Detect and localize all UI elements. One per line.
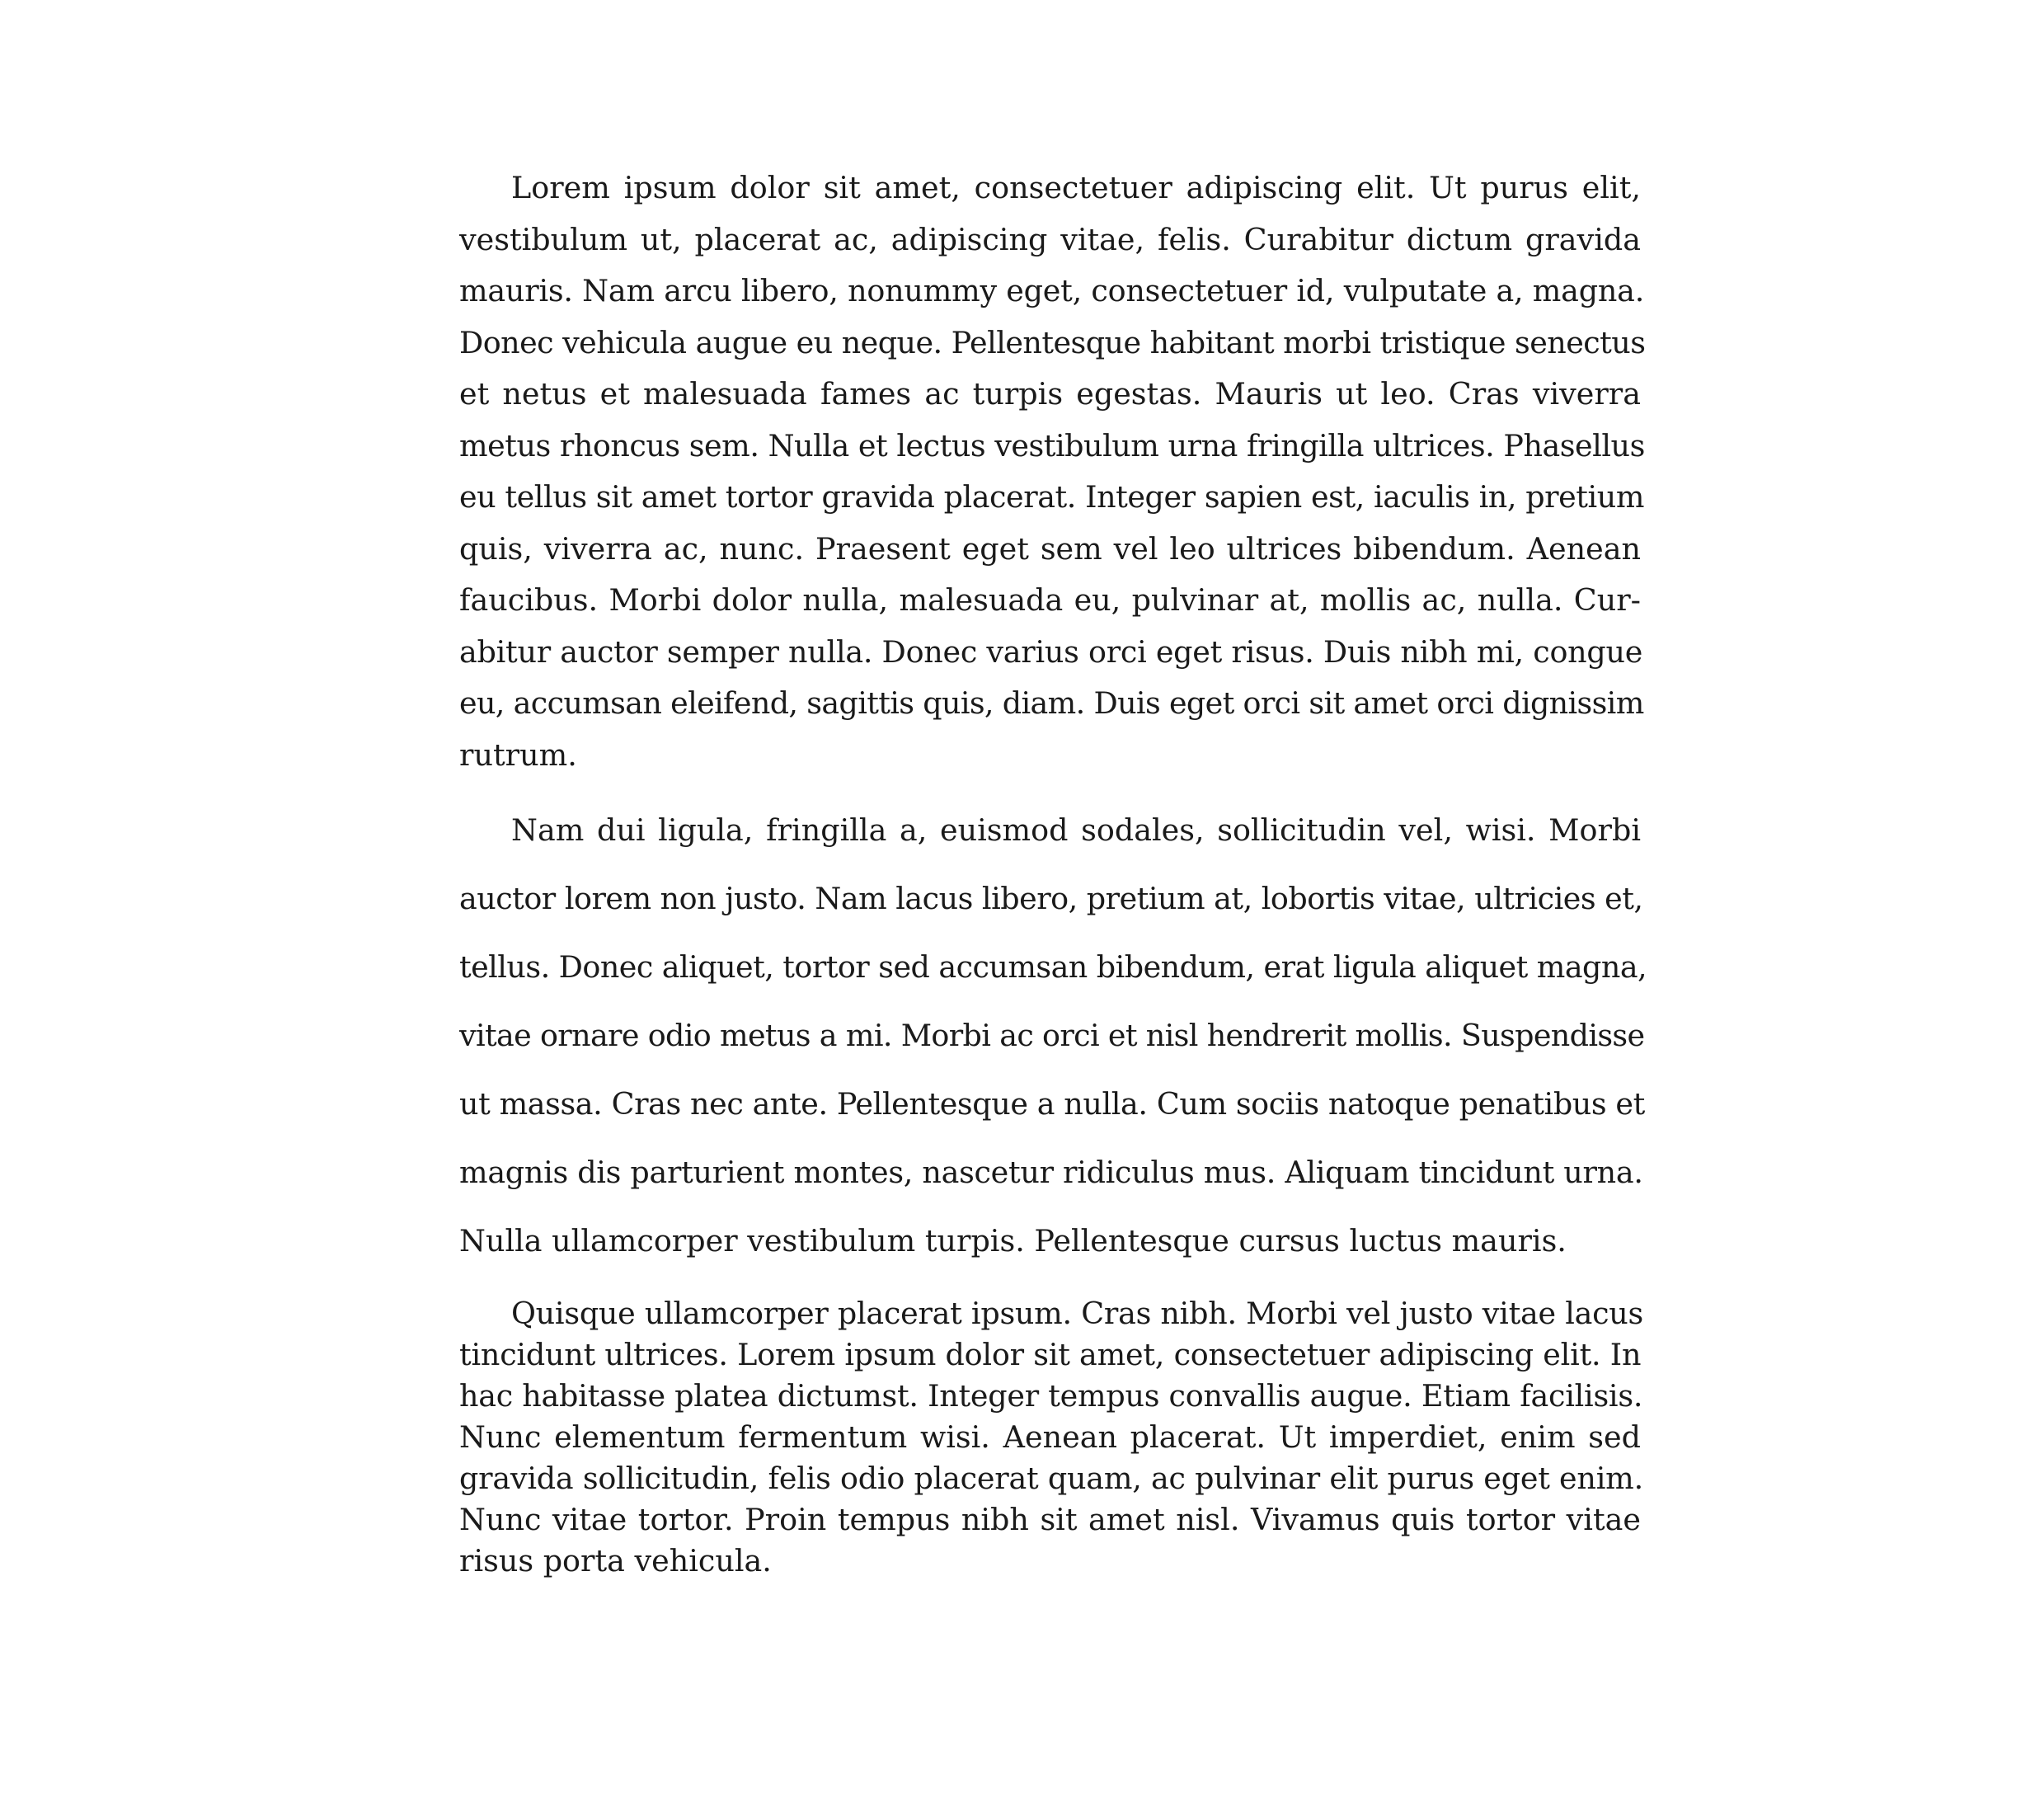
text-line: abitur auctor semper nulla. Donec varius orci eget risus. Duis nibh mi, congue [459, 633, 1643, 670]
text-line: et netus et malesuada fames ac turpis egestas. Mauris ut leo. Cras viverra [459, 376, 1641, 412]
paragraph-3 [459, 1293, 1644, 1582]
text-line: Nulla ullamcorper vestibulum turpis. Pellentesque cursus luctus mauris. [459, 1223, 1567, 1259]
text-line: Lorem ipsum dolor sit amet, consectetuer adipiscing elit. Ut purus elit, [511, 170, 1641, 205]
paragraph-2 [459, 796, 1647, 1275]
text-line: tincidunt ultrices. Lorem ipsum dolor sit amet, consectetuer adipiscing elit. In [459, 1337, 1642, 1372]
text-line: gravida sollicitudin, felis odio placerat quam, ac pulvinar elit purus eget enim. [459, 1461, 1643, 1496]
paragraph-1 [459, 162, 1646, 781]
text-line: Donec vehicula augue eu neque. Pellentesque habitant morbi tristique senectus [459, 324, 1646, 360]
text-line: eu, accumsan eleifend, sagittis quis, diam. Duis eget orci sit amet orci dignissim [459, 685, 1644, 721]
text-line: metus rhoncus sem. Nulla et lectus vestibulum urna fringilla ultrices. Phasellus [459, 427, 1645, 463]
text-line: Quisque ullamcorper placerat ipsum. Cras nibh. Morbi vel justo vitae lacus [511, 1296, 1644, 1331]
text-line: Nunc elementum fermentum wisi. Aenean placerat. Ut imperdiet, enim sed [459, 1419, 1641, 1455]
text-line: ut massa. Cras nec ante. Pellentesque a nulla. Cum sociis natoque penatibus et [459, 1086, 1645, 1122]
text-line: hac habitasse platea dictumst. Integer tempus convallis augue. Etiam facilisis. [459, 1378, 1643, 1414]
text-line: tellus. Donec aliquet, tortor sed accumsan bibendum, erat ligula aliquet magna, [459, 949, 1647, 985]
text-line: auctor lorem non justo. Nam lacus libero, pretium at, lobortis vitae, ultricies et, [459, 881, 1643, 916]
text-line: magnis dis parturient montes, nascetur ridiculus mus. Aliquam tincidunt urna. [459, 1155, 1643, 1190]
text-line: faucibus. Morbi dolor nulla, malesuada eu, pulvinar at, mollis ac, nulla. Cur- [459, 582, 1641, 618]
text-line: Nam dui ligula, fringilla a, euismod sodales, sollicitudin vel, wisi. Morbi [511, 812, 1641, 848]
text-line: mauris. Nam arcu libero, nonummy eget, consectetuer id, vulputate a, magna. [459, 273, 1645, 308]
text-line: quis, viverra ac, nunc. Praesent eget sem vel leo ultrices bibendum. Aenean [459, 530, 1641, 567]
text-line: rutrum. [459, 736, 577, 773]
text-line: eu tellus sit amet tortor gravida placerat. Integer sapien est, iaculis in, pretium [459, 479, 1645, 515]
text-line: vitae ornare odio metus a mi. Morbi ac orci et nisl hendrerit mollis. Suspendisse [459, 1018, 1645, 1053]
text-line: vestibulum ut, placerat ac, adipiscing vitae, felis. Curabitur dictum gravida [459, 221, 1641, 257]
text-line: risus porta vehicula. [459, 1543, 772, 1579]
text-line: Nunc vitae tortor. Proin tempus nibh sit amet nisl. Vivamus quis tortor vitae [459, 1502, 1641, 1537]
